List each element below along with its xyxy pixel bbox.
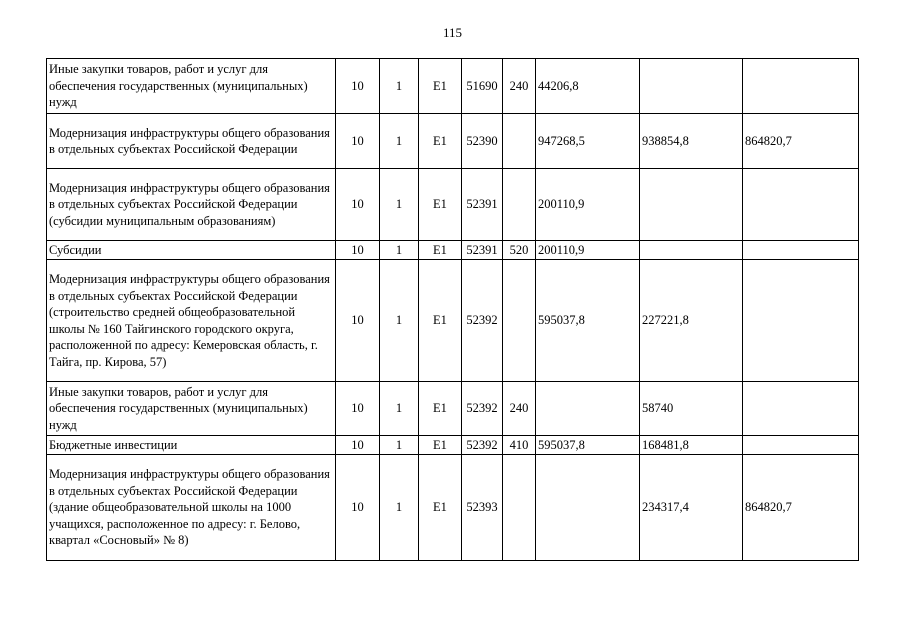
row-subsection: 1 [380,241,419,260]
row-amount-year3 [743,382,859,436]
table-row [47,169,859,241]
page-number: 115 [442,25,463,40]
row-section: 10 [336,114,380,169]
row-name: Модернизация инфраструктуры общего образования в отдельных субъектах Российской Федерации (здание общеобразовательной школы на 1000 учащихся, расположенное по адресу: г. Белово, квартал «Сосновый» № 8) [47,455,336,561]
row-program: E1 [419,114,462,169]
row-subsection: 1 [380,114,419,169]
row-subsection: 1 [380,169,419,241]
row-amount-year1: 595037,8 [536,260,640,382]
row-amount-year3: 864820,7 [743,455,859,561]
table-row [47,382,859,436]
row-section: 10 [336,241,380,260]
row-amount-year1: 947268,5 [536,114,640,169]
row-amount-year2: 227221,8 [640,260,743,382]
table-row [47,260,859,382]
row-expense-type: 240 [503,59,536,114]
row-program: E1 [419,241,462,260]
budget-table [46,58,859,561]
row-amount-year3 [743,241,859,260]
row-subsection: 1 [380,436,419,455]
row-expense-type: 240 [503,382,536,436]
row-code: 51690 [462,59,503,114]
row-amount-year3 [743,169,859,241]
row-amount-year2: 58740 [640,382,743,436]
row-amount-year2: 168481,8 [640,436,743,455]
row-name: Бюджетные инвестиции [47,436,336,455]
row-expense-type: 520 [503,241,536,260]
row-amount-year2 [640,169,743,241]
row-expense-type [503,455,536,561]
row-section: 10 [336,169,380,241]
row-program: E1 [419,59,462,114]
row-expense-type [503,260,536,382]
row-amount-year3 [743,59,859,114]
table-row [47,455,859,561]
row-amount-year2: 938854,8 [640,114,743,169]
row-program: E1 [419,455,462,561]
row-program: E1 [419,382,462,436]
row-name: Иные закупки товаров, работ и услуг для обеспечения государственных (муниципальных) нужд [47,382,336,436]
row-amount-year1: 44206,8 [536,59,640,114]
row-name: Модернизация инфраструктуры общего образования в отдельных субъектах Российской Федерации (строительство средней общеобразовательной школы № 160 Тайгинского городского округа, расположенной по адресу: Кемеровская область, г. Тайга, пр. Кирова, 57) [47,260,336,382]
row-name: Иные закупки товаров, работ и услуг для обеспечения государственных (муниципальных) нужд [47,59,336,114]
table-row [47,59,859,114]
row-program: E1 [419,260,462,382]
table-row [47,241,859,260]
row-code: 52391 [462,241,503,260]
table-row [47,114,859,169]
row-amount-year2 [640,59,743,114]
row-amount-year1 [536,382,640,436]
row-amount-year3: 864820,7 [743,114,859,169]
row-program: E1 [419,436,462,455]
row-amount-year1 [536,455,640,561]
row-expense-type: 410 [503,436,536,455]
row-code: 52391 [462,169,503,241]
row-expense-type [503,169,536,241]
row-subsection: 1 [380,455,419,561]
row-amount-year3 [743,436,859,455]
row-section: 10 [336,382,380,436]
row-code: 52392 [462,382,503,436]
row-amount-year1: 200110,9 [536,169,640,241]
table-row [47,436,859,455]
row-amount-year2: 234317,4 [640,455,743,561]
row-code: 52392 [462,260,503,382]
row-amount-year1: 200110,9 [536,241,640,260]
row-code: 52390 [462,114,503,169]
row-section: 10 [336,260,380,382]
row-code: 52393 [462,455,503,561]
row-section: 10 [336,59,380,114]
row-name: Субсидии [47,241,336,260]
row-amount-year2 [640,241,743,260]
row-section: 10 [336,436,380,455]
row-subsection: 1 [380,382,419,436]
row-amount-year3 [743,260,859,382]
row-program: E1 [419,169,462,241]
row-subsection: 1 [380,59,419,114]
row-name: Модернизация инфраструктуры общего образования в отдельных субъектах Российской Федерации [47,114,336,169]
row-expense-type [503,114,536,169]
row-section: 10 [336,455,380,561]
row-name: Модернизация инфраструктуры общего образования в отдельных субъектах Российской Федерации (субсидии муниципальным образованиям) [47,169,336,241]
row-amount-year1: 595037,8 [536,436,640,455]
row-subsection: 1 [380,260,419,382]
row-code: 52392 [462,436,503,455]
